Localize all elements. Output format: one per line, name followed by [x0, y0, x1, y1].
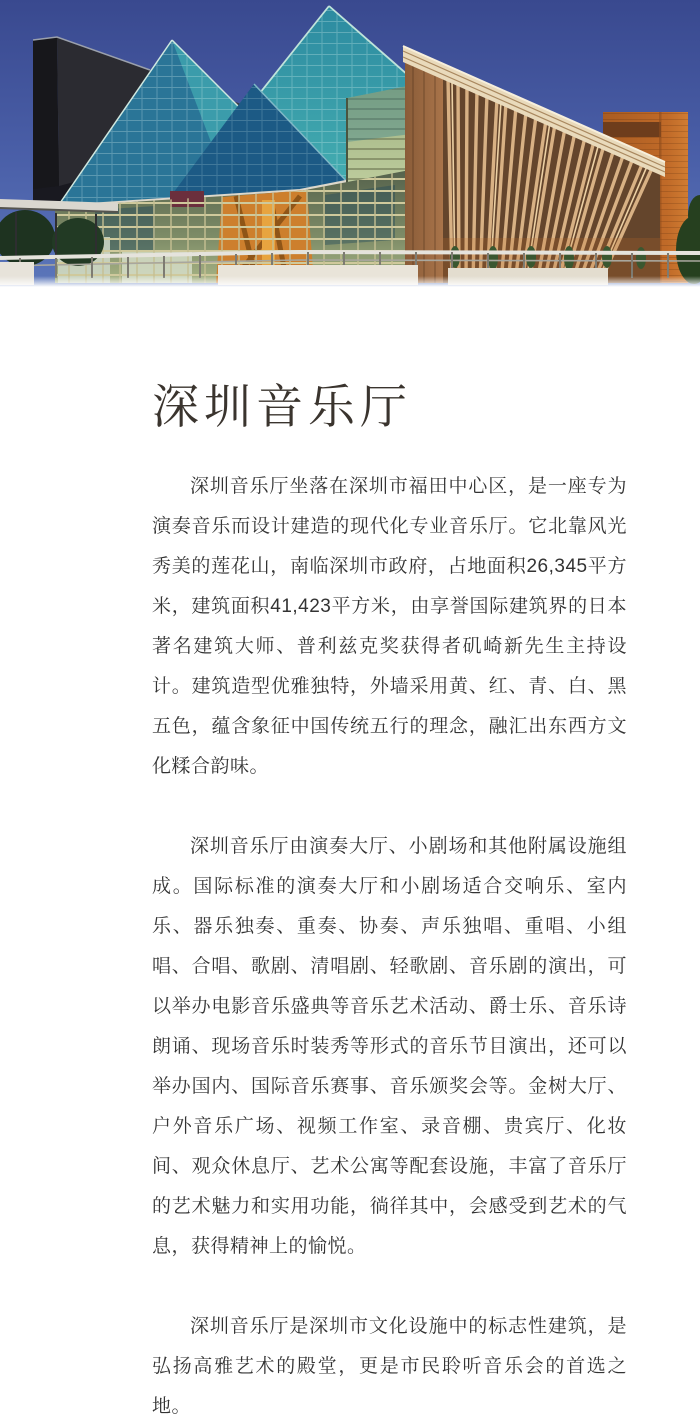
page-title: 深圳音乐厅	[152, 380, 412, 433]
article	[0, 381, 700, 1427]
body-paragraph-2: 深圳音乐厅由演奏大厅、小剧场和其他附属设施组成。国际标准的演奏大厅和小剧场适合交响乐、室内乐、器乐独奏、重奏、协奏、声乐独唱、重唱、小组唱、合唱、歌剧、清唱剧、轻歌剧、音乐剧的演出，可以举办电影音乐盛典等音乐艺术活动、爵士乐、音乐诗朗诵、现场音乐时装秀等形式的音乐节目演出，还可以举办国内、国际音乐赛事、音乐颁奖会等。金树大厅、户外音乐广场、视频工作室、录音棚、贵宾厅、化妆间、观众休息厅、艺术公寓等配套设施，丰富了音乐厅的艺术魅力和实用功能，徜徉其中，会感受到艺术的气息，获得精神上的愉悦。	[152, 836, 627, 1257]
body-paragraph-3: 深圳音乐厅是深圳市文化设施中的标志性建筑，是弘扬高雅艺术的殿堂，更是市民聆听音乐会的首选之地。	[152, 1316, 627, 1417]
hero-photo	[0, 0, 700, 287]
body-text	[152, 467, 627, 1427]
body-paragraph-1: 深圳音乐厅坐落在深圳市福田中心区，是一座专为演奏音乐而设计建造的现代化专业音乐厅。它北靠风光秀美的莲花山，南临深圳市政府，占地面积26,345平方米，建筑面积41,423平方米，由享誉国际建筑界的日本著名建筑大师、普利兹克奖获得者矶崎新先生主持设计。建筑造型优雅独特，外墙采用黄、红、青、白、黑五色，蕴含象征中国传统五行的理念，融汇出东西方文化糅合韵味。	[152, 476, 627, 777]
